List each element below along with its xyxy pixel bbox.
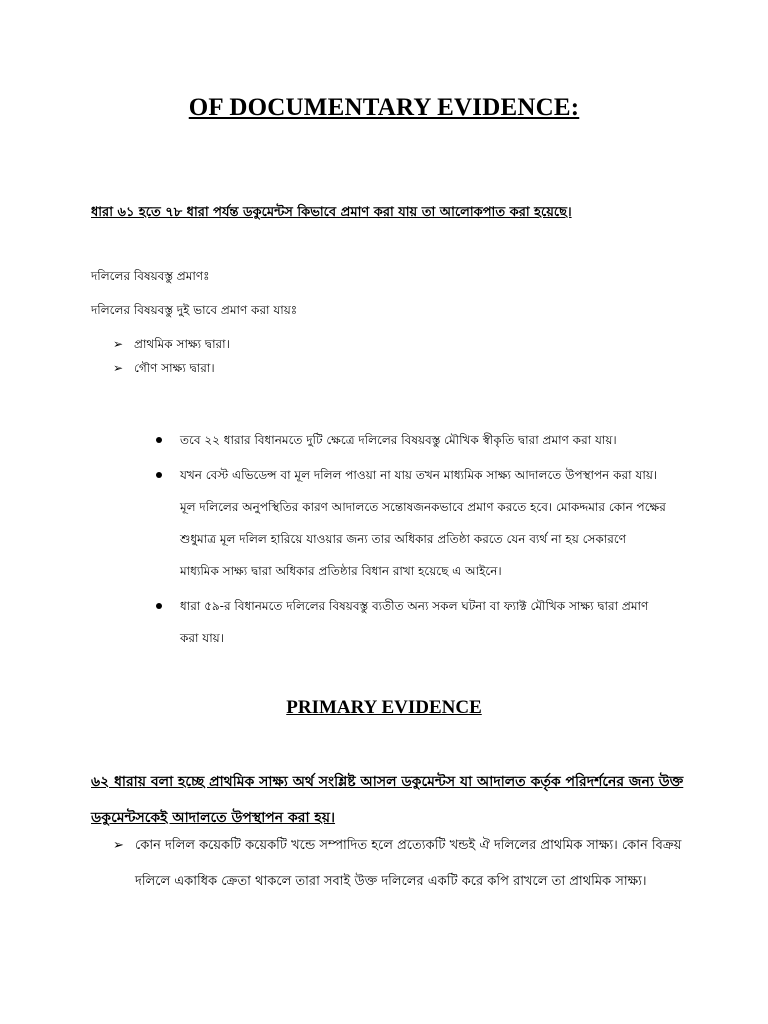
bullet-list-item <box>156 459 668 587</box>
arrow-bullet-icon: ➢ <box>113 838 124 853</box>
arrow-list-item-text: প্রাথমিক সাক্ষ্য দ্বারা। <box>134 337 230 351</box>
primary-evidence-title: PRIMARY EVIDENCE <box>286 697 482 718</box>
document-title: OF DOCUMENTARY EVIDENCE: <box>188 94 580 121</box>
section-heading: দলিলের বিষয়বস্তু প্রমাণঃ <box>91 269 210 283</box>
bullet-text: যখন বেস্ট এভিডেন্স বা মূল দলিল পাওয়া না যায় তখন মাধ্যমিক সাক্ষ্য আদালতে উপস্থাপন করা যায়। মূল দলিলের অনুপস্থিতির কারণ আদালতে সন্তোষজনকভাবে প্রমাণ করতে হবে। মোকদ্দমার কোন পক্ষের শুধুমাত্র মূল দলিল হারিয়ে যাওয়ার জন্য তার অধিকার প্রতিষ্ঠা করতে যেন ব্যর্থ না হয় সেকারণে মাধ্যমিক সাক্ষ্য দ্বারা অধিকার প্রতিষ্ঠার বিধান রাখা হয়েছে এ আইনে। <box>180 468 666 578</box>
primary-arrow-item <box>113 828 693 900</box>
intro-text: ধারা ৬১ হতে ৭৮ ধারা পর্যন্ত ডকুমেন্টস কিভাবে প্রমাণ করা যায় তা আলোকপাত করা হয়েছে। <box>91 205 572 220</box>
bullet-list-item <box>156 424 668 456</box>
arrow-list-item <box>113 360 215 380</box>
arrow-bullet-icon: ➢ <box>113 337 124 351</box>
bullet-text: তবে ২২ ধারার বিধানমতে দুটি ক্ষেত্রে দলিলের বিষয়বস্তু মৌখিক স্বীকৃতি দ্বারা প্রমাণ করা যায়। <box>180 433 617 447</box>
arrow-bullet-icon: ➢ <box>113 361 124 375</box>
bullet-list <box>156 424 668 657</box>
bullet-dot-icon <box>156 603 162 609</box>
section-subheading: দলিলের বিষয়বস্তু দুই ভাবে প্রমাণ করা যায়ঃ <box>91 303 298 317</box>
bullet-text: ধারা ৫৯-র বিধানমতে দলিলের বিষয়বস্তু ব্যতীত অন্য সকল ঘটনা বা ফ্যাক্ট মৌখিক সাক্ষ্য দ্বারা প্রমাণ করা যায়। <box>180 599 649 645</box>
primary-evidence-paragraph: ৬২ ধারায় বলা হচ্ছে প্রাথমিক সাক্ষ্য অর্থ সংশ্লিষ্ট আসল ডকুমেন্টস যা আদালত কর্তৃক পরিদর্শনের জন্য উক্ত ডকুমেন্টসকেই আদালতে উপস্থাপন করা হয়। <box>91 774 684 826</box>
bullet-dot-icon <box>156 437 162 443</box>
bullet-dot-icon <box>156 472 162 478</box>
arrow-list-item <box>113 336 230 356</box>
arrow-list-item-text: গৌণ সাক্ষ্য দ্বারা। <box>134 361 215 375</box>
bullet-list-item <box>156 590 668 654</box>
primary-arrow-item-text: কোন দলিল কয়েকটি কয়েকটি খন্ডে সম্পাদিত হলে প্রত্যেকটি খন্ডই ঐ দলিলের প্রাথমিক সাক্ষ্য। কোন বিক্রয় দলিলে একাধিক ক্রেতা থাকলে তারা সবাই উক্ত দলিলের একটি করে কপি রাখলে তা প্রাথমিক সাক্ষ্য। <box>135 838 682 889</box>
